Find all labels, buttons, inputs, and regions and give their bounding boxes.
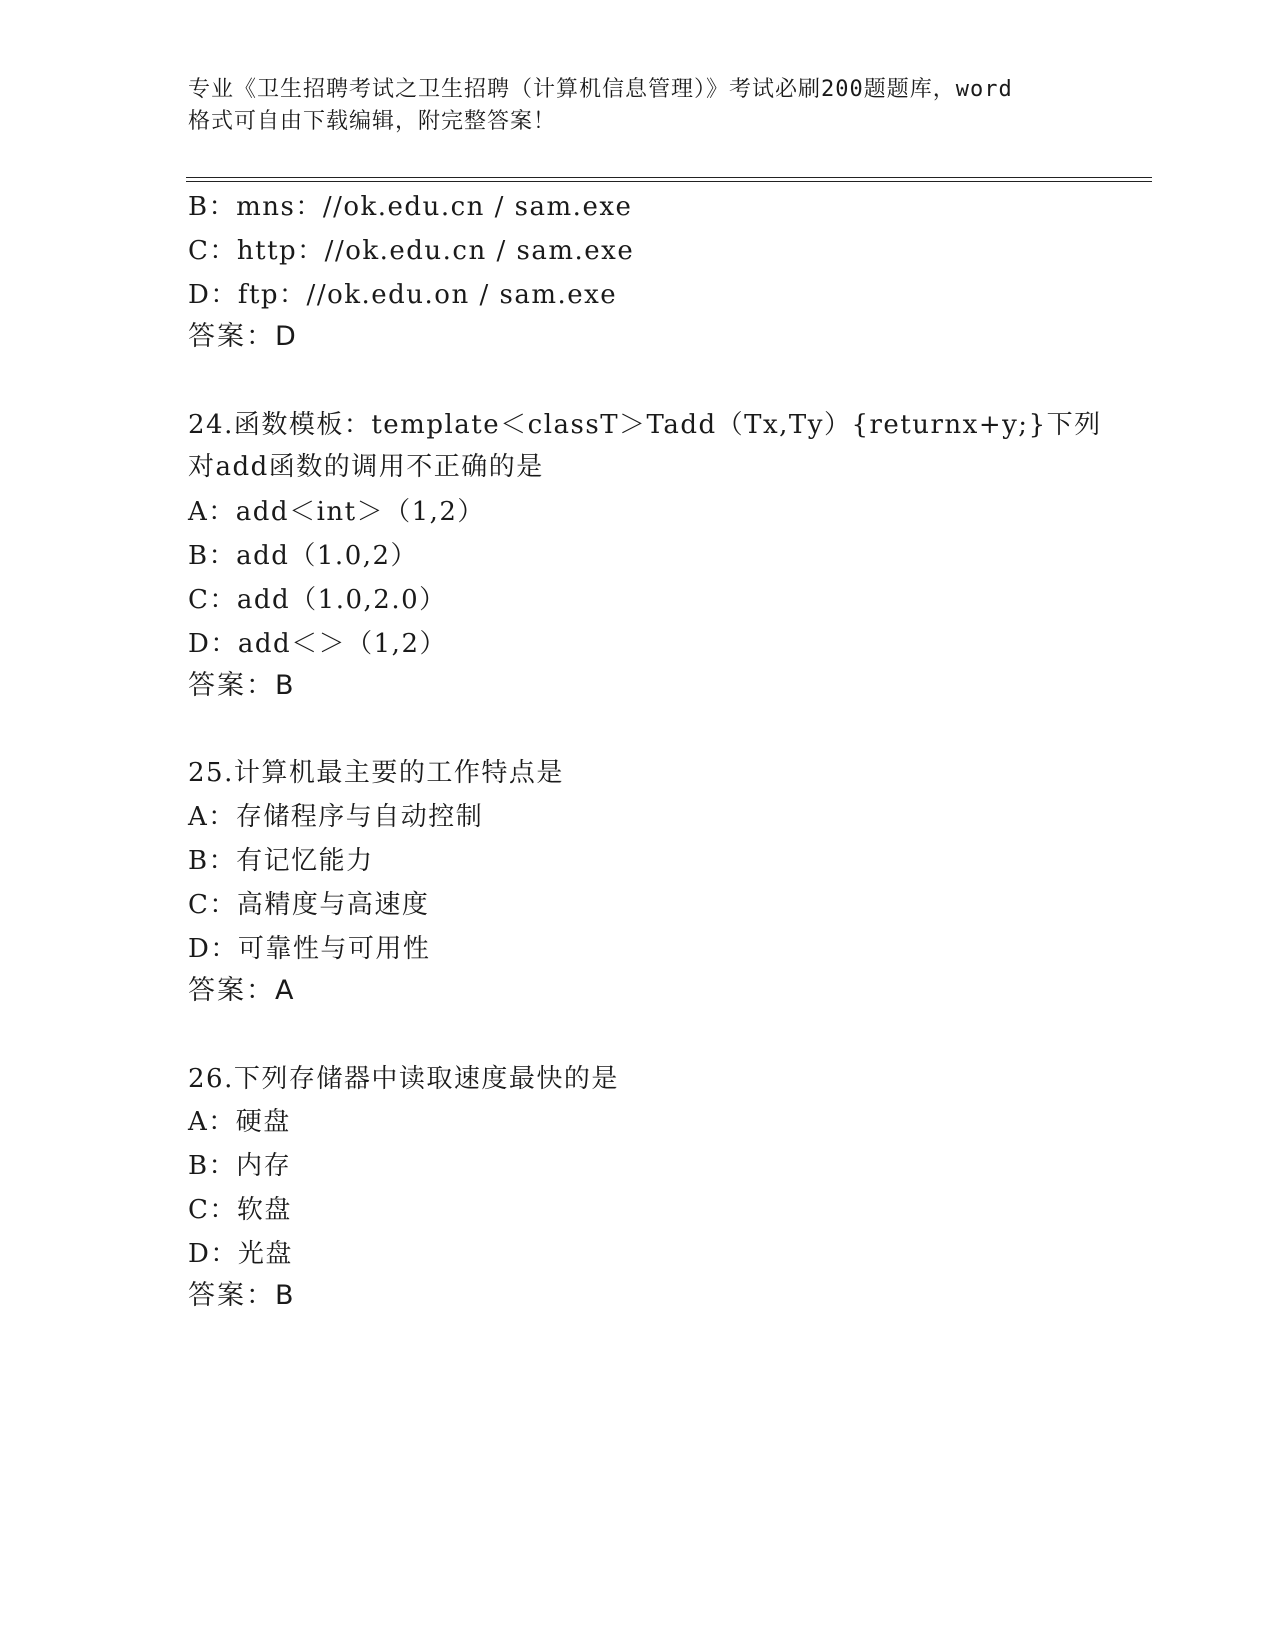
prev-option-c: C：http：//ok.edu.cn / sam.exe	[188, 236, 635, 266]
q25-option-c: C：高精度与高速度	[188, 890, 430, 920]
prev-option-b: B：mns：//ok.edu.cn / sam.exe	[188, 192, 633, 222]
header-divider-top	[186, 177, 1152, 178]
q25-option-b: B：有记忆能力	[188, 846, 374, 876]
header-divider-bottom	[186, 181, 1152, 182]
q26-answer: 答案：B	[188, 1280, 296, 1311]
q26-option-b: B：内存	[188, 1151, 292, 1181]
prev-option-d: D：ftp：//ok.edu.on / sam.exe	[188, 280, 618, 310]
q26-option-c: C：软盘	[188, 1195, 292, 1225]
q24-stem-line-1: 24.函数模板：template＜classT＞Tadd（Tx,Ty）{returnx+y;}下列	[188, 410, 1102, 440]
document-header	[188, 74, 1088, 138]
q25-option-a: A：存储程序与自动控制	[188, 802, 484, 832]
q24-option-c: C：add（1.0,2.0）	[188, 585, 447, 615]
q24-option-a: A：add＜int＞（1,2）	[188, 497, 485, 527]
prev-answer: 答案：D	[188, 321, 298, 352]
q26-option-a: A：硬盘	[188, 1107, 291, 1137]
q24-option-b: B：add（1.0,2）	[188, 541, 419, 571]
header-line-1: 专业《卫生招聘考试之卫生招聘（计算机信息管理）》考试必刷200题题库，word	[188, 77, 1013, 102]
q25-option-d: D：可靠性与可用性	[188, 934, 431, 964]
q26-stem: 26.下列存储器中读取速度最快的是	[188, 1064, 619, 1094]
q25-stem: 25.计算机最主要的工作特点是	[188, 758, 564, 788]
q25-answer: 答案：A	[188, 975, 296, 1006]
q26-option-d: D：光盘	[188, 1239, 293, 1269]
q24-option-d: D：add＜＞（1,2）	[188, 629, 447, 659]
q24-stem-line-2: 对add函数的调用不正确的是	[188, 452, 544, 482]
header-line-2: 格式可自由下载编辑，附完整答案！	[188, 109, 557, 134]
q24-answer: 答案：B	[188, 670, 296, 701]
